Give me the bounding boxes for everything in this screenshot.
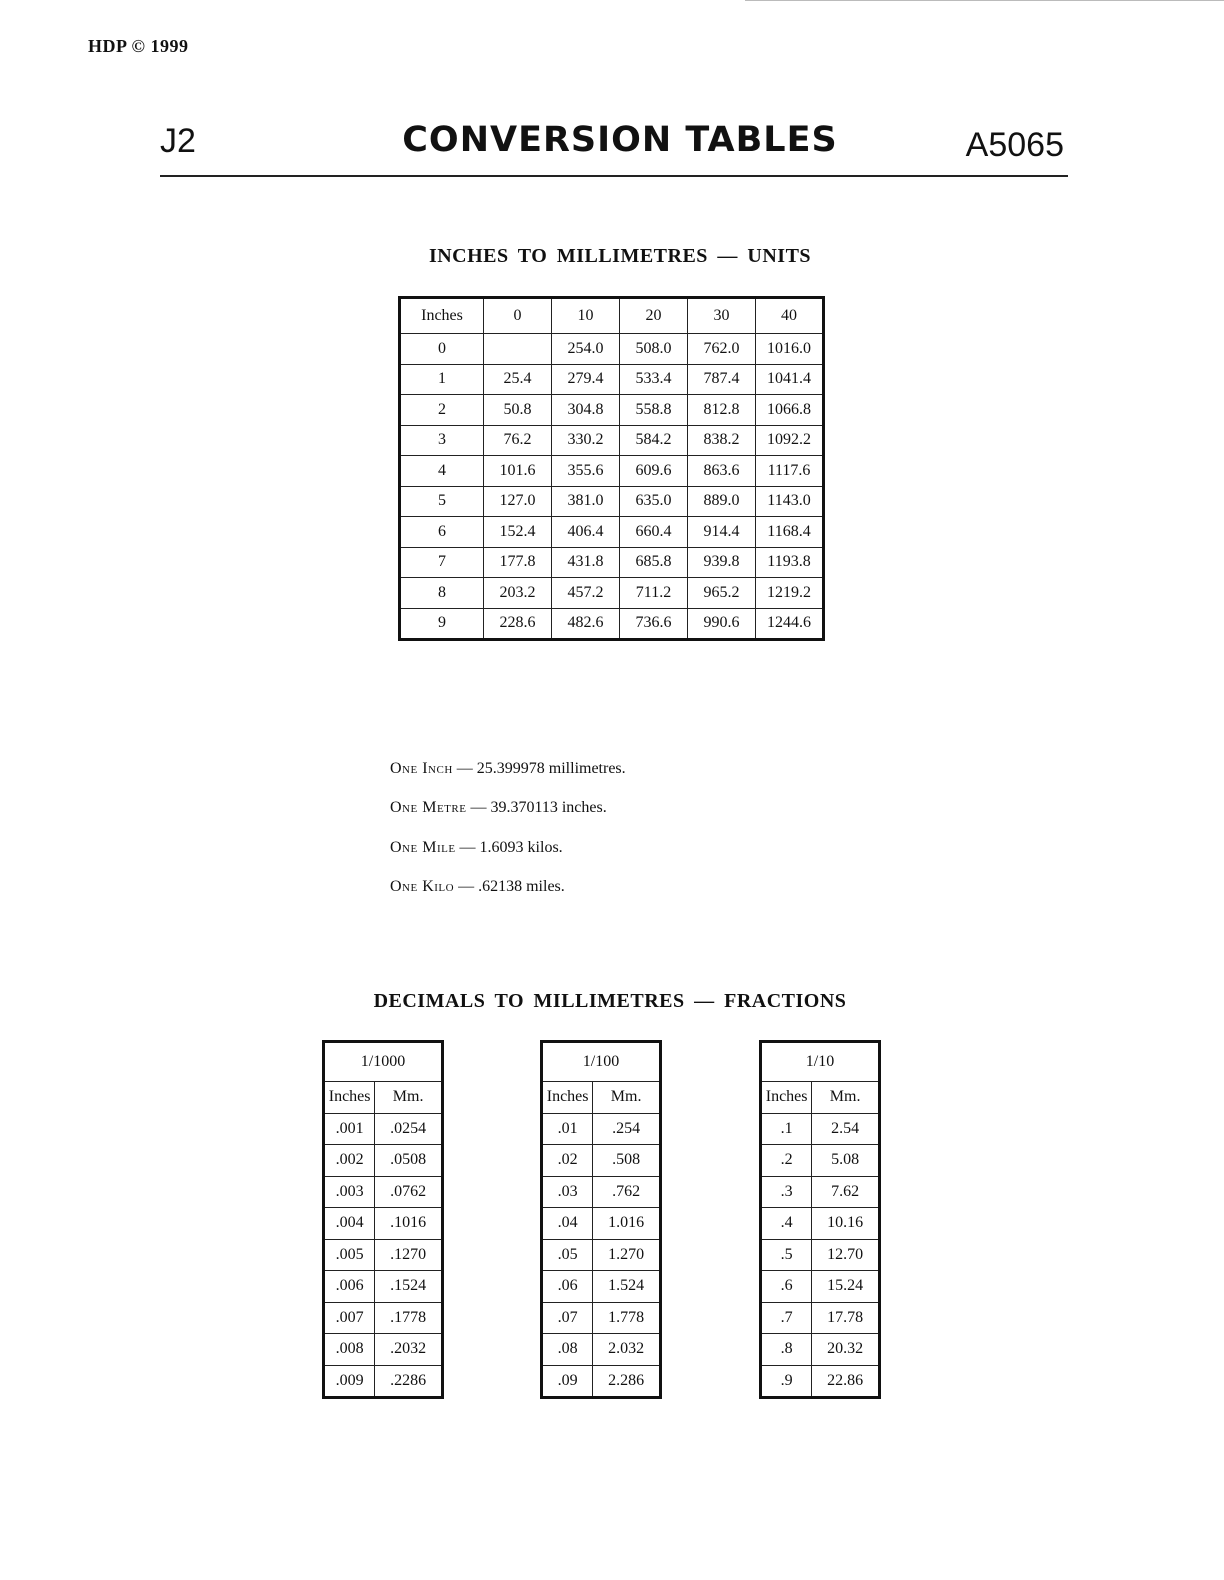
column-header: 0 (484, 298, 552, 334)
table-row (761, 1176, 880, 1208)
table-cell: 914.4 (688, 517, 756, 548)
table-cell: .5 (761, 1239, 812, 1271)
table-cell: .09 (542, 1365, 593, 1398)
table-cell: 939.8 (688, 547, 756, 578)
table-row (761, 1113, 880, 1145)
column-header: 40 (756, 298, 824, 334)
note-one-inch: One Inch — 25.399978 millimetres. (390, 760, 626, 777)
table-cell: .2032 (375, 1334, 443, 1366)
table-row (324, 1271, 443, 1303)
copyright-notice: HDP © 1999 (88, 36, 189, 56)
table-cell: .003 (324, 1176, 375, 1208)
table-cell: .02 (542, 1145, 593, 1177)
table-row (324, 1239, 443, 1271)
table-row (761, 1239, 880, 1271)
table-header-row (542, 1082, 661, 1114)
table-row (542, 1208, 661, 1240)
table-cell: 1244.6 (756, 608, 824, 640)
table-row (324, 1334, 443, 1366)
table-caption: 1/100 (542, 1042, 661, 1082)
table-cell: 12.70 (812, 1239, 880, 1271)
table-row (400, 547, 824, 578)
column-header: Mm. (812, 1082, 880, 1114)
table-cell: 1.016 (593, 1208, 661, 1240)
table-cell: .2 (761, 1145, 812, 1177)
table-cell: 10.16 (812, 1208, 880, 1240)
table-row (400, 395, 824, 426)
table-cell: .006 (324, 1271, 375, 1303)
note-one-mile: One Mile — 1.6093 kilos. (390, 838, 563, 856)
table-cell: 15.24 (812, 1271, 880, 1303)
table-cell: 660.4 (620, 517, 688, 548)
table-cell: 2.032 (593, 1334, 661, 1366)
table-cell: .4 (761, 1208, 812, 1240)
table-header-row (324, 1082, 443, 1114)
table-cell: .06 (542, 1271, 593, 1303)
table-cell: .05 (542, 1239, 593, 1271)
table-cell (484, 334, 552, 365)
table-row (761, 1334, 880, 1366)
table-cell: .1524 (375, 1271, 443, 1303)
table-cell: 7 (400, 547, 484, 578)
table-cell: 1168.4 (756, 517, 824, 548)
table-row (542, 1113, 661, 1145)
note-value: 39.370113 inches. (490, 799, 607, 817)
table-cell: .001 (324, 1113, 375, 1145)
scan-edge-line (745, 0, 1224, 1)
table-cell: 9 (400, 608, 484, 640)
table-cell: 2.286 (593, 1365, 661, 1398)
sheet-code: J2 (160, 122, 196, 160)
fraction-table-thousandths (322, 1040, 444, 1399)
table-cell: .01 (542, 1113, 593, 1145)
table-cell: .1016 (375, 1208, 443, 1240)
table-cell: 1041.4 (756, 364, 824, 395)
table-cell: .004 (324, 1208, 375, 1240)
table-cell: 6 (400, 517, 484, 548)
table-cell: 152.4 (484, 517, 552, 548)
table-row (324, 1208, 443, 1240)
table-cell: 1193.8 (756, 547, 824, 578)
table-cell: 1143.0 (756, 486, 824, 517)
table-row (761, 1365, 880, 1398)
table-cell: 990.6 (688, 608, 756, 640)
note-value: 25.399978 millimetres. (476, 760, 626, 777)
table-row (400, 425, 824, 456)
note-value: .62138 miles. (478, 877, 565, 895)
note-label: One Inch (390, 760, 453, 777)
table-cell: .009 (324, 1365, 375, 1398)
table-cell: 76.2 (484, 425, 552, 456)
table-cell: 584.2 (620, 425, 688, 456)
table-row (400, 486, 824, 517)
table-cell: 533.4 (620, 364, 688, 395)
table-row (761, 1145, 880, 1177)
table-row (400, 608, 824, 640)
column-header: Inches (542, 1082, 593, 1114)
table-cell: .1778 (375, 1302, 443, 1334)
table-cell: 431.8 (552, 547, 620, 578)
table-cell: 177.8 (484, 547, 552, 578)
table-row (761, 1302, 880, 1334)
table-cell: 7.62 (812, 1176, 880, 1208)
table-cell: .6 (761, 1271, 812, 1303)
table-cell: .04 (542, 1208, 593, 1240)
table-cell: .9 (761, 1365, 812, 1398)
table-row (542, 1302, 661, 1334)
table-cell: 508.0 (620, 334, 688, 365)
table-cell: 1.778 (593, 1302, 661, 1334)
column-header: 30 (688, 298, 756, 334)
table-cell: 762.0 (688, 334, 756, 365)
fraction-table-tenths (759, 1040, 881, 1399)
page-title: CONVERSION TABLES (402, 120, 838, 160)
table-row (324, 1176, 443, 1208)
table-row (761, 1208, 880, 1240)
table-row (324, 1113, 443, 1145)
note-label: One Kilo (390, 877, 455, 895)
table-cell: .2286 (375, 1365, 443, 1398)
table-row (542, 1334, 661, 1366)
table-caption: 1/1000 (324, 1042, 443, 1082)
table-cell: 482.6 (552, 608, 620, 640)
table-row (324, 1365, 443, 1398)
table-cell: 203.2 (484, 578, 552, 609)
column-header: 20 (620, 298, 688, 334)
note-label: One Metre (390, 799, 467, 817)
table-header-row (761, 1082, 880, 1114)
table-cell: 20.32 (812, 1334, 880, 1366)
table-row (542, 1239, 661, 1271)
table-cell: .762 (593, 1176, 661, 1208)
header-rule (160, 175, 1068, 177)
table-cell: 8 (400, 578, 484, 609)
table-row (324, 1302, 443, 1334)
table-cell: 812.8 (688, 395, 756, 426)
table-caption: 1/10 (761, 1042, 880, 1082)
table-cell: 635.0 (620, 486, 688, 517)
table-cell: 254.0 (552, 334, 620, 365)
table-cell: 609.6 (620, 456, 688, 487)
table-cell: 5.08 (812, 1145, 880, 1177)
table-row (400, 517, 824, 548)
table-cell: 127.0 (484, 486, 552, 517)
part-number: A5065 (965, 126, 1064, 164)
table-cell: .08 (542, 1334, 593, 1366)
note-label: One Mile (390, 838, 456, 856)
table-cell: .0762 (375, 1176, 443, 1208)
table-cell: 50.8 (484, 395, 552, 426)
table-header-row (400, 298, 824, 334)
column-header: Inches (324, 1082, 375, 1114)
table-cell: 965.2 (688, 578, 756, 609)
table-row (542, 1145, 661, 1177)
table-cell: 787.4 (688, 364, 756, 395)
table-cell: .1270 (375, 1239, 443, 1271)
table-cell: 2 (400, 395, 484, 426)
table-cell: 330.2 (552, 425, 620, 456)
table-cell: 1016.0 (756, 334, 824, 365)
table-cell: 1092.2 (756, 425, 824, 456)
column-header: Mm. (593, 1082, 661, 1114)
table-cell: 381.0 (552, 486, 620, 517)
column-header: Mm. (375, 1082, 443, 1114)
table-cell: 406.4 (552, 517, 620, 548)
table-cell: 1.524 (593, 1271, 661, 1303)
table-cell: 2.54 (812, 1113, 880, 1145)
fractions-title: DECIMALS TO MILLIMETRES — FRACTIONS (373, 990, 847, 1012)
table-cell: .254 (593, 1113, 661, 1145)
column-header: Inches (761, 1082, 812, 1114)
table-cell: 17.78 (812, 1302, 880, 1334)
table-cell: 558.8 (620, 395, 688, 426)
table-cell: .008 (324, 1334, 375, 1366)
table-cell: 3 (400, 425, 484, 456)
table-cell: .8 (761, 1334, 812, 1366)
table-cell: 685.8 (620, 547, 688, 578)
table-cell: 4 (400, 456, 484, 487)
table-cell: 101.6 (484, 456, 552, 487)
table-cell: 355.6 (552, 456, 620, 487)
table-row (542, 1365, 661, 1398)
table-cell: 1117.6 (756, 456, 824, 487)
note-one-metre: One Metre — 39.370113 inches. (390, 799, 607, 817)
column-header: Inches (400, 298, 484, 334)
table-row (324, 1145, 443, 1177)
table-row (400, 334, 824, 365)
table-cell: .03 (542, 1176, 593, 1208)
table-cell: .0254 (375, 1113, 443, 1145)
fraction-table-hundredths (540, 1040, 662, 1399)
table-cell: .1 (761, 1113, 812, 1145)
table-cell: 863.6 (688, 456, 756, 487)
table-row (400, 364, 824, 395)
table-cell: .3 (761, 1176, 812, 1208)
table-cell: 457.2 (552, 578, 620, 609)
table-cell: 22.86 (812, 1365, 880, 1398)
table-cell: .0508 (375, 1145, 443, 1177)
table-cell: 228.6 (484, 608, 552, 640)
table-cell: .508 (593, 1145, 661, 1177)
note-value: 1.6093 kilos. (479, 838, 563, 856)
table-cell: 1 (400, 364, 484, 395)
table-cell: .002 (324, 1145, 375, 1177)
table-cell: .005 (324, 1239, 375, 1271)
table-cell: 736.6 (620, 608, 688, 640)
table-cell: .07 (542, 1302, 593, 1334)
table-cell: 25.4 (484, 364, 552, 395)
table-cell: 1219.2 (756, 578, 824, 609)
table-cell: 279.4 (552, 364, 620, 395)
note-one-kilo: One Kilo — .62138 miles. (390, 877, 565, 895)
table-cell: .7 (761, 1302, 812, 1334)
conversion-notes (390, 760, 626, 917)
table-row (542, 1176, 661, 1208)
table-row (542, 1271, 661, 1303)
table-cell: 1066.8 (756, 395, 824, 426)
table-cell: 0 (400, 334, 484, 365)
column-header: 10 (552, 298, 620, 334)
table-row (400, 578, 824, 609)
table-cell: 304.8 (552, 395, 620, 426)
table-cell: 711.2 (620, 578, 688, 609)
inches-to-mm-units-table (398, 296, 825, 641)
table-row (761, 1271, 880, 1303)
table-cell: .007 (324, 1302, 375, 1334)
table-cell: 889.0 (688, 486, 756, 517)
units-table-title: INCHES TO MILLIMETRES — UNITS (428, 245, 812, 267)
table-cell: 5 (400, 486, 484, 517)
table-row (400, 456, 824, 487)
table-cell: 1.270 (593, 1239, 661, 1271)
table-cell: 838.2 (688, 425, 756, 456)
